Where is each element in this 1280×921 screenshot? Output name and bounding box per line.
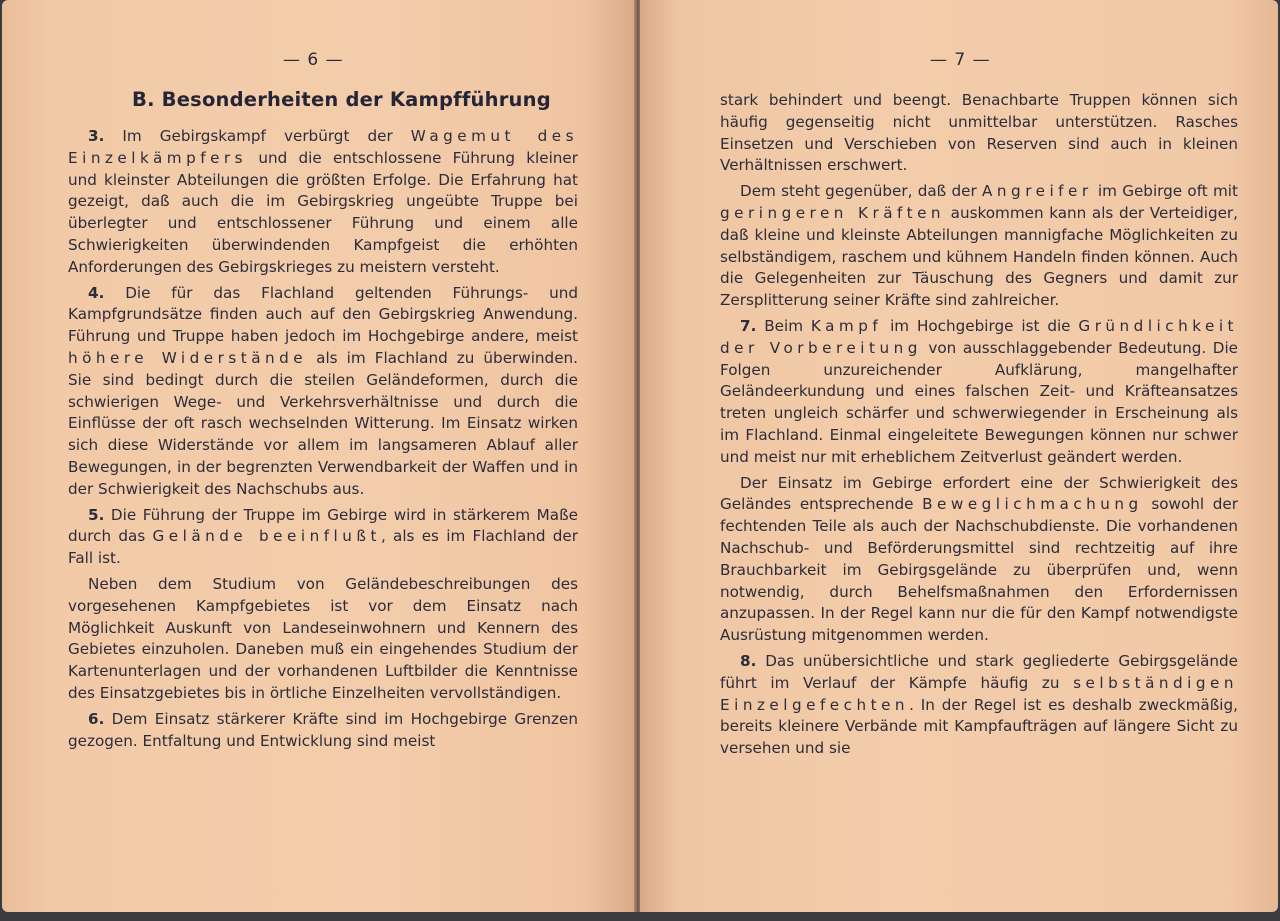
paragraph [68, 126, 578, 279]
page-number: — 6 — [283, 50, 344, 70]
paragraph [68, 709, 578, 753]
emphasized-text: Gelände beeinflußt [152, 527, 381, 546]
paragraph-text: Die für das Flachland geltenden Führungs- und Kampfgrundsätze finden auch auf den Gebirgskrieg Anwendung. Führung und Truppe haben jedoch im Hochgebirge andere, meist [68, 283, 578, 346]
paragraph-number: 5. [88, 505, 105, 524]
paragraph-text: Der Einsatz im Gebirge erfordert eine der Schwierigkeit des Geländes entsprechende [720, 473, 1238, 514]
paragraph-number: 8. [740, 651, 757, 670]
paragraph [720, 90, 1238, 177]
paragraph-text: Dem Einsatz stärkerer Kräfte sind im Hochgebirge Grenzen gezogen. Entfaltung und Entwicklung sind meist [68, 709, 578, 750]
paragraph-text: Beim [756, 316, 811, 335]
emphasized-text: selbständigen Einzelgefechten [720, 673, 1238, 714]
paragraph-text: , als es im Flachland der Fall ist. [68, 527, 579, 568]
paragraph-number: 6. [88, 709, 105, 728]
paragraph [720, 181, 1238, 312]
paragraph-text: stark behindert und beengt. Benachbarte Truppen können sich häufig gegenseitig nicht unmittelbar unterstützen. Rasches Einsetzen und Verschieben von Reserven sind auch in kleinen Verhältnissen erschwert. [720, 91, 1238, 175]
paragraph-text: als im Flachland zu überwinden. Sie sind bedingt durch die steilen Geländeformen, durch die schwierigen Wege- und Verkehrsverhältnisse und durch die Einflüsse der oft rasch wechselnden Witterung. Im Einsatz wirken sich diese Widerstände vor allem im langsameren Ablauf aller Bewegungen, in der begrenzten Verwendbarkeit der Waffen und in der Schwierigkeit des Nachschubs aus. [68, 348, 578, 498]
paragraph-number: 3. [88, 127, 105, 145]
section-heading: B. Besonderheiten der Kampfführung [132, 88, 551, 111]
paragraph-text: von ausschlaggebender Bedeutung. Die Folgen unzureichender Aufklärung, mangelhafter Geländeerkundung und eines falschen Zeit- und Kräfteansatzes treten ungleich schärfer und schwerwiegender in Erscheinung als im Flachland. Einmal eingeleitete Bewegungen können nur schwer und meist nur mit erheblichem Zeitverlust geändert werden. [720, 338, 1239, 466]
paragraph [720, 651, 1238, 760]
paragraph-text: . In der Regel ist es deshalb zweckmäßig, bereits kleinere Verbände mit Kampfaufträgen auf längere Sicht zu versehen und sie [720, 695, 1238, 758]
paragraph-text: im Gebirge oft mit [1092, 182, 1238, 201]
paragraph [68, 283, 578, 501]
paragraph-text: Dem steht gegenüber, daß der [740, 182, 983, 201]
paragraph [68, 574, 578, 705]
paragraph [720, 473, 1238, 647]
emphasized-text: Kampf [810, 316, 883, 335]
paragraph [68, 505, 578, 570]
emphasized-text: geringeren Kräften [720, 203, 946, 222]
emphasized-text: höhere Widerstände [68, 348, 308, 367]
page-number: — 7 — [930, 50, 991, 70]
left-page [2, 0, 636, 912]
paragraph-text: Im Gebirgskampf verbürgt der [104, 127, 411, 145]
paragraph-text: im Hochgebirge ist die [882, 316, 1079, 335]
paragraph-text: Neben dem Studium von Geländebeschreibungen des vorgesehenen Kampfgebietes ist vor dem Einsatz nach Möglichkeit Auskunft von Landeseinwohnern und Kennern des Gebietes einzuholen. Daneben muß ein eingehendes Studium der Kartenunterlagen und der vorhandenen Luftbilder die Kenntnisse des Einsatzgebietes bis in örtliche Einzelheiten vervollständigen. [68, 574, 578, 702]
paragraph-number: 4. [88, 283, 105, 302]
paragraph-text: Die Führung der Truppe im Gebirge wird in stärkerem Maße durch das [68, 505, 578, 546]
emphasized-text: Beweglichmachung [922, 495, 1143, 514]
paragraph-number: 7. [740, 316, 757, 335]
emphasized-text: Angreifer [982, 182, 1093, 201]
right-page [640, 0, 1278, 912]
paragraph-text: Das unübersichtliche und stark gegliederte Gebirgsgelände führt im Verlauf der Kämpfe häufig zu [720, 651, 1238, 692]
right-page-body [720, 90, 1238, 764]
paragraph-text: auskommen kann als der Verteidiger, daß kleine und kleinste Abteilungen mannigfache Möglichkeiten zu selbständigem, raschem und kühnem Handeln finden können. Auch die Gelegenheiten zur Täuschung des Gegners und damit zur Zersplitterung seiner Kräfte sind zahlreicher. [720, 203, 1239, 310]
paragraph-text: sowohl der fechtenden Teile als auch der Nachschubdienste. Die vorhandenen Nachschub- und Beförderungsmittel sind rechtzeitig auf ihre Brauchbarkeit im Gebirgsgelände zu überprüfen und, wenn notwendig, durch Behelfsmaßnahmen den Erfordernissen anzupassen. In der Regel kann nur die für den Kampf notwendigste Ausrüstung mitgenommen werden. [720, 495, 1238, 645]
left-page-body [68, 126, 578, 756]
emphasized-text: Wagemut des Einzelkämpfers [68, 127, 578, 167]
paragraph [720, 316, 1238, 469]
emphasized-text: Gründlichkeit der Vorbereitung [720, 316, 1239, 357]
paragraph-text: und die entschlossene Führung kleiner und kleinster Abteilungen die größten Erfolge. Die Erfahrung hat gezeigt, daß auch die im Gebirgskrieg ungeübte Truppe bei überlegter und entschlossener Führung und einem alle Schwierigkeiten überwindenden Kampfgeist die erhöhten Anforderungen des Gebirgskrieges zu meistern versteht. [68, 148, 578, 276]
